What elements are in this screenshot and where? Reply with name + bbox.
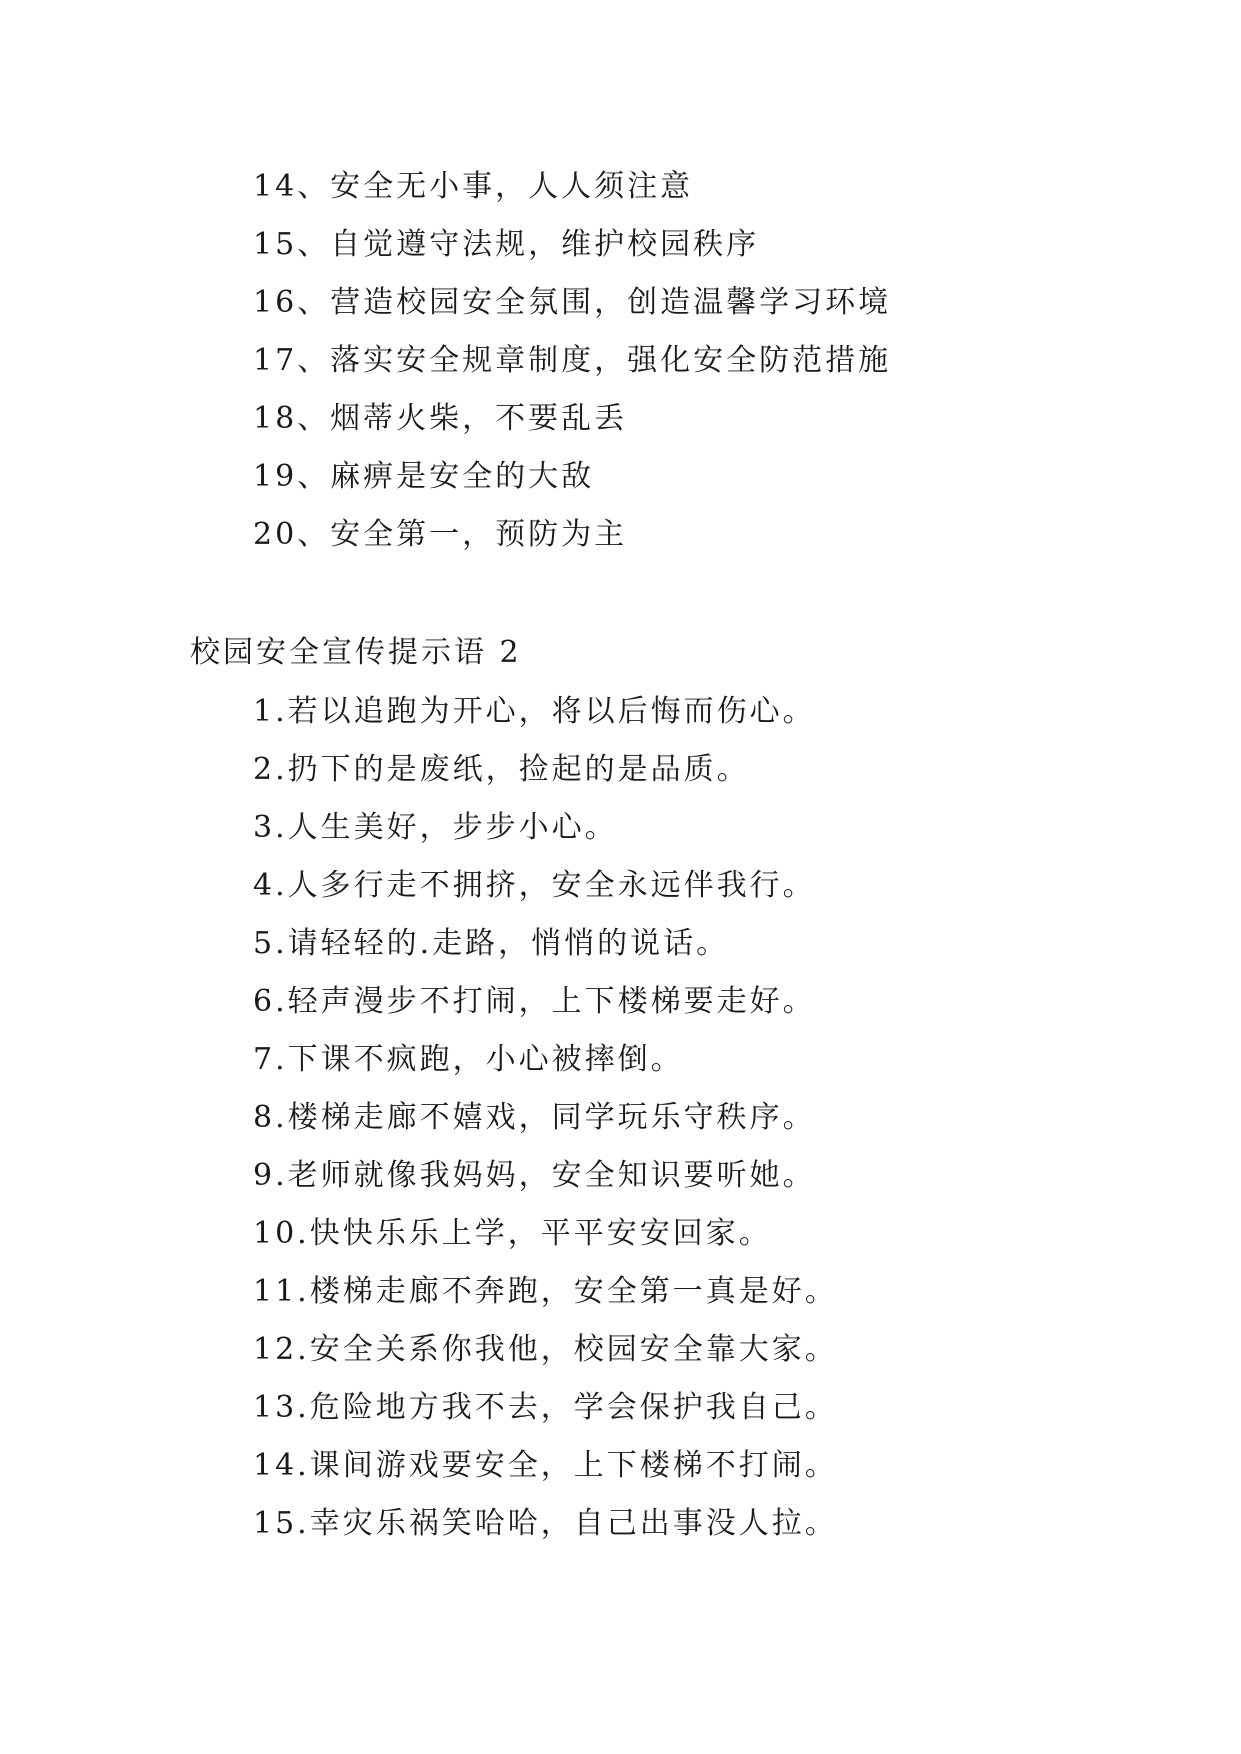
list-item: 11.楼梯走廊不奔跑，安全第一真是好。: [253, 1274, 838, 1309]
section-heading: 校园安全宣传提示语 2: [190, 635, 522, 670]
slogan-list-part1: [253, 158, 891, 564]
list-item: 14、安全无小事，人人须注意: [253, 169, 694, 204]
list-item: 3.人生美好，步步小心。: [253, 810, 618, 845]
list-item: 9.老师就像我妈妈，安全知识要听她。: [253, 1158, 816, 1193]
list-item: 7.下课不疯跑，小心被摔倒。: [253, 1042, 684, 1077]
list-item: 17、落实安全规章制度，强化安全防范措施: [253, 343, 892, 378]
list-item: 4.人多行走不拥挤，安全永远伴我行。: [253, 868, 816, 903]
list-item: 5.请轻轻的.走路，悄悄的说话。: [253, 926, 730, 961]
list-item: 6.轻声漫步不打闹，上下楼梯要走好。: [253, 984, 816, 1019]
list-item: 16、营造校园安全氛围，创造温馨学习环境: [253, 285, 892, 320]
list-item: 10.快快乐乐上学，平平安安回家。: [253, 1216, 772, 1251]
list-item: 15、自觉遵守法规，维护校园秩序: [253, 227, 760, 262]
list-item: 14.课间游戏要安全，上下楼梯不打闹。: [253, 1448, 838, 1483]
list-item: 20、安全第一，预防为主: [253, 517, 628, 552]
list-item: 18、烟蒂火柴，不要乱丢: [253, 401, 628, 436]
slogan-list-part2: [253, 683, 838, 1553]
list-item: 2.扔下的是废纸，捡起的是品质。: [253, 752, 750, 787]
list-item: 13.危险地方我不去，学会保护我自己。: [253, 1390, 838, 1425]
list-item: 19、麻痹是安全的大敌: [253, 459, 595, 494]
list-item: 1.若以追跑为开心，将以后悔而伤心。: [253, 694, 816, 729]
list-item: 15.幸灾乐祸笑哈哈，自己出事没人拉。: [253, 1506, 838, 1541]
list-item: 8.楼梯走廊不嬉戏，同学玩乐守秩序。: [253, 1100, 816, 1135]
list-item: 12.安全关系你我他，校园安全靠大家。: [253, 1332, 838, 1367]
